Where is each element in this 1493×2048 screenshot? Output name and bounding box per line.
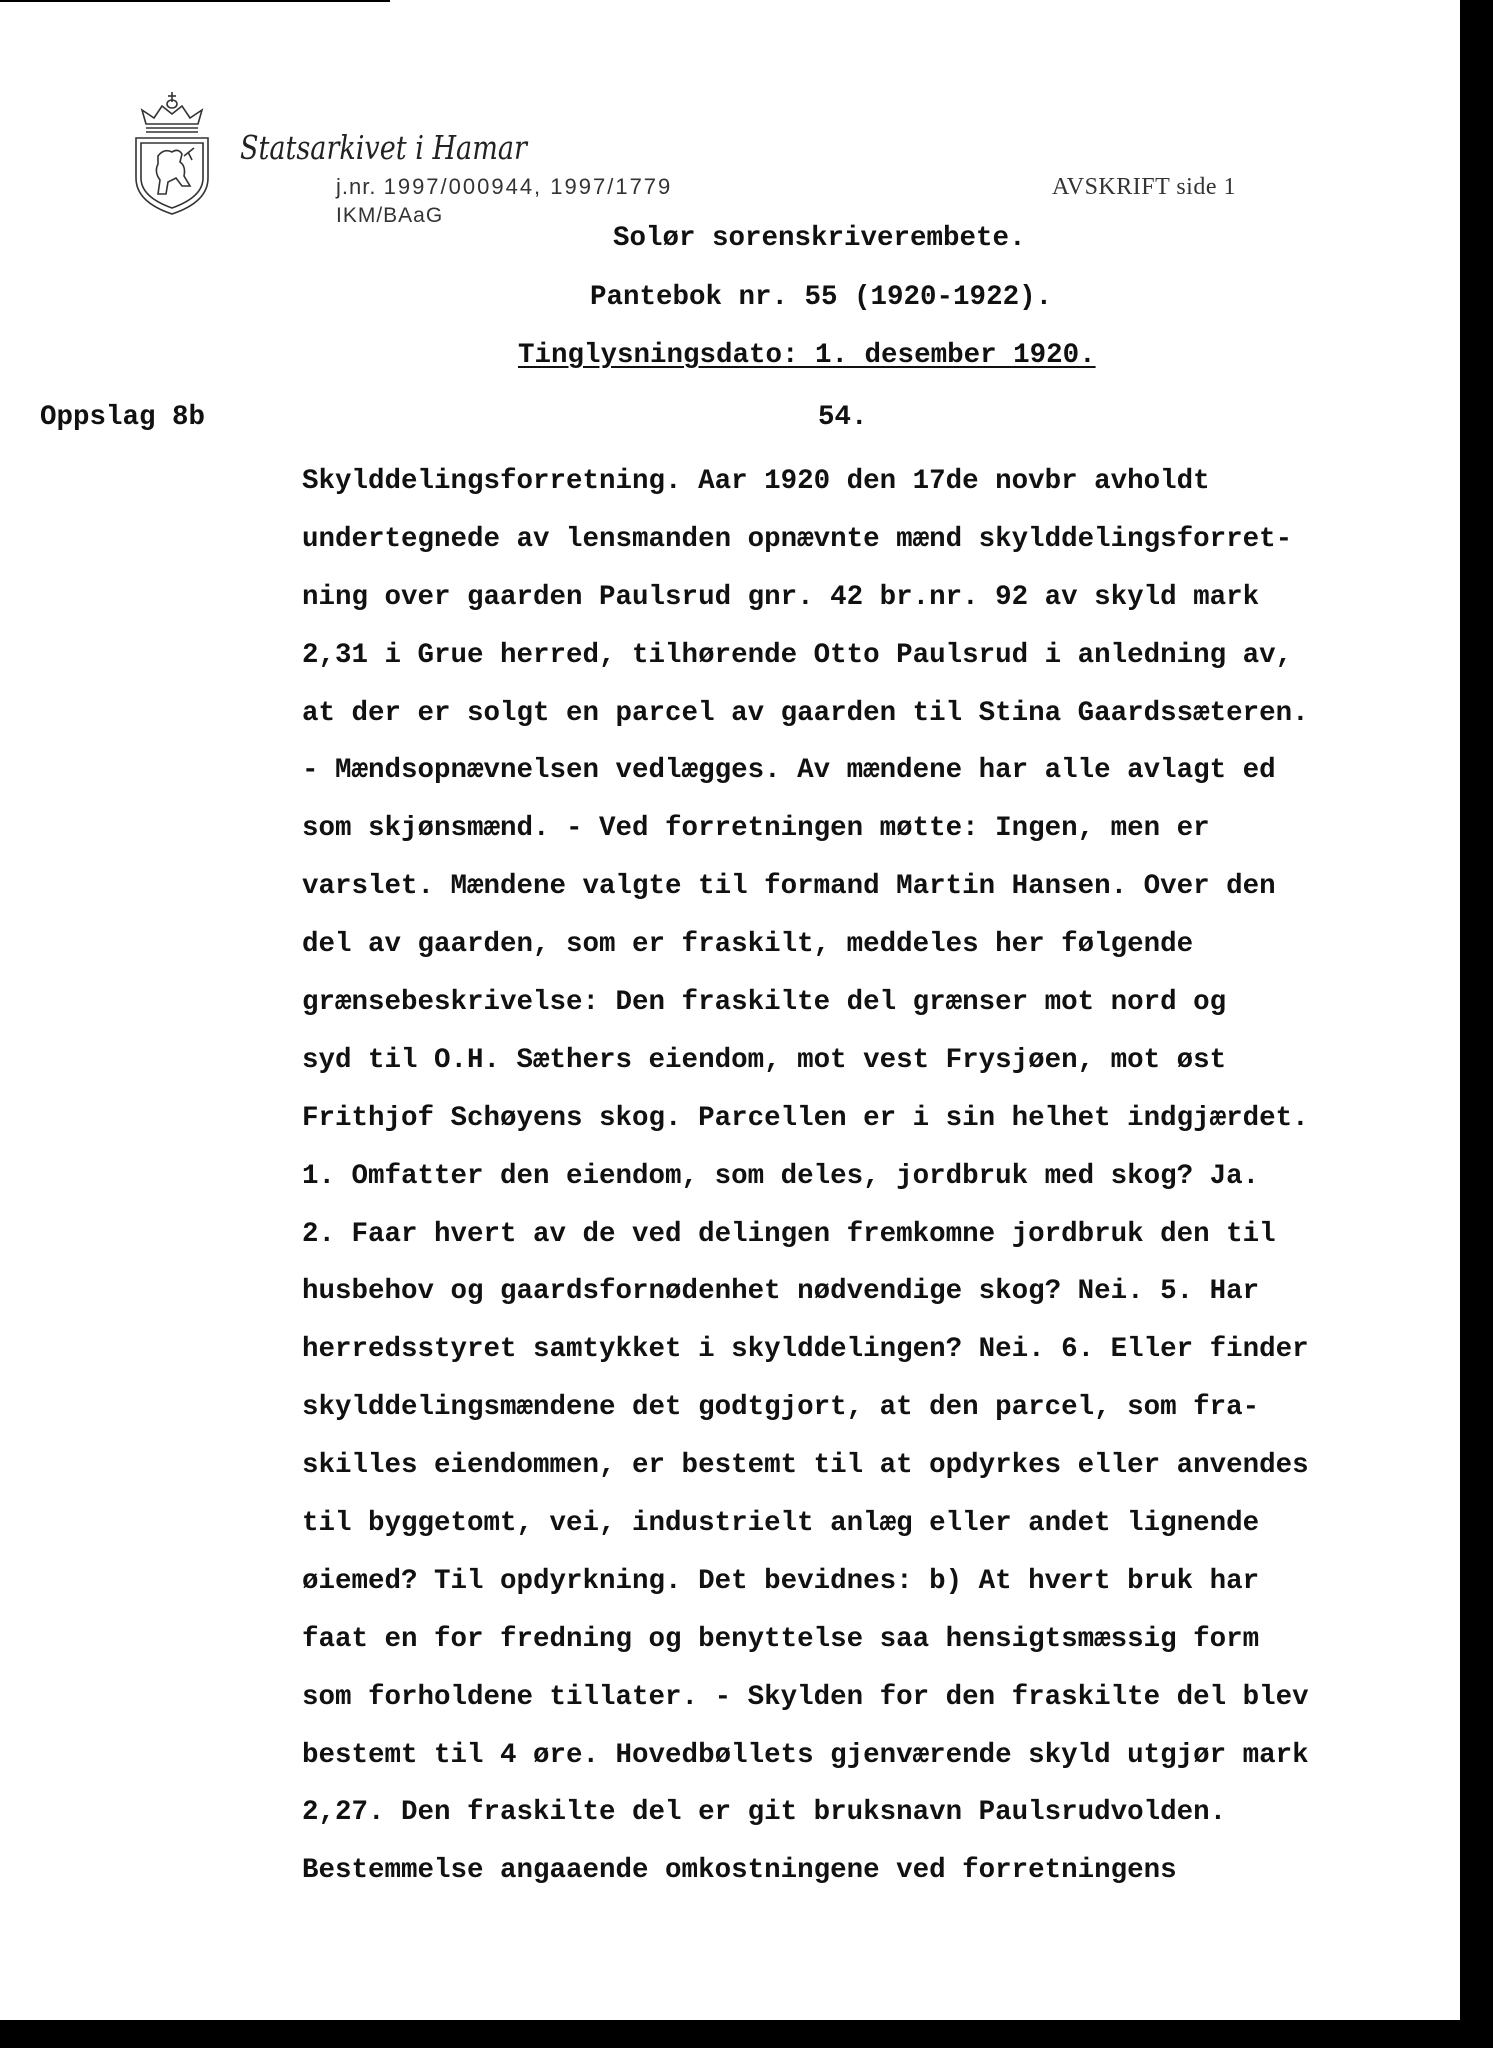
book-heading: Pantebok nr. 55 (1920-1922). <box>590 282 1053 313</box>
body-line: varslet. Mændene valgte til formand Martin Hansen. Over den <box>302 871 1276 903</box>
body-line: til byggetomt, vei, industrielt anlæg eller andet lignende <box>302 1508 1260 1540</box>
body-line: som forholdene tillater. - Skylden for den fraskilte del blev <box>302 1681 1309 1713</box>
body-line: faat en for fredning og benyttelse saa hensigtsmæssig form <box>302 1623 1260 1655</box>
scan-edge-rule <box>0 0 390 2</box>
body-line: øiemed? Til opdyrkning. Det bevidnes: b) At hvert bruk har <box>302 1565 1260 1597</box>
body-line: del av gaarden, som er fraskilt, meddeles her følgende <box>302 929 1194 961</box>
body-line: 2,31 i Grue herred, tilhørende Otto Paulsrud i anledning av, <box>302 639 1293 671</box>
body-line: husbehov og gaardsfornødenhet nødvendige skog? Nei. 5. Har <box>302 1276 1260 1308</box>
body-line: 2. Faar hvert av de ved delingen fremkomne jordbruk den til <box>302 1218 1276 1250</box>
body-line: Frithjof Schøyens skog. Parcellen er i sin helhet indgjærdet. <box>302 1102 1309 1134</box>
journal-number-label: j.nr. <box>336 174 377 199</box>
body-line: syd til O.H. Sæthers eiendom, mot vest Frysjøen, mot øst <box>302 1044 1227 1076</box>
registration-date: Tinglysningsdato: 1. desember 1920. <box>518 340 1096 371</box>
entry-number: 54. <box>818 402 868 433</box>
body-line: 2,27. Den fraskilte del er git bruksnavn Paulsrudvolden. <box>302 1797 1227 1829</box>
copy-page-label: AVSKRIFT side 1 <box>1052 174 1236 200</box>
body-line: skilles eiendommen, er bestemt til at opdyrkes eller anvendes <box>302 1450 1309 1482</box>
spread-label: Oppslag 8b <box>40 402 206 433</box>
body-line: - Mændsopnævnelsen vedlægges. Av mændene har alle avlagt ed <box>302 755 1276 787</box>
body-line: 1. Omfatter den eiendom, som deles, jordbruk med skog? Ja. <box>302 1160 1260 1192</box>
body-line: undertegnede av lensmanden opnævnte mænd skylddelingsforret- <box>302 523 1293 555</box>
body-line: skylddelingsmændene det godtgjort, at den parcel, som fra- <box>302 1392 1260 1424</box>
body-line: at der er solgt en parcel av gaarden til Stina Gaardssæteren. <box>302 697 1309 729</box>
journal-number <box>336 174 672 200</box>
norwegian-coat-of-arms-icon <box>128 90 216 216</box>
office-heading: Solør sorenskriverembete. <box>613 223 1026 254</box>
body-line: Bestemmelse angaaende omkostningene ved forretningens <box>302 1855 1177 1887</box>
body-text <box>302 453 1309 1900</box>
archive-name: Statsarkivet i Hamar <box>240 128 527 167</box>
body-line: ning over gaarden Paulsrud gnr. 42 br.nr. 92 av skyld mark <box>302 581 1260 613</box>
reference-code: IKM/BAaG <box>336 204 444 227</box>
body-line: grænsebeskrivelse: Den fraskilte del grænser mot nord og <box>302 987 1227 1019</box>
body-line: herredsstyret samtykket i skylddelingen? Nei. 6. Eller finder <box>302 1334 1309 1366</box>
body-line: som skjønsmænd. - Ved forretningen møtte: Ingen, men er <box>302 813 1210 845</box>
journal-number-value: 1997/000944, 1997/1779 <box>383 174 673 199</box>
body-line: bestemt til 4 øre. Hovedbøllets gjenværende skyld utgjør mark <box>302 1739 1309 1771</box>
body-line: Skylddelingsforretning. Aar 1920 den 17de novbr avholdt <box>302 466 1210 497</box>
